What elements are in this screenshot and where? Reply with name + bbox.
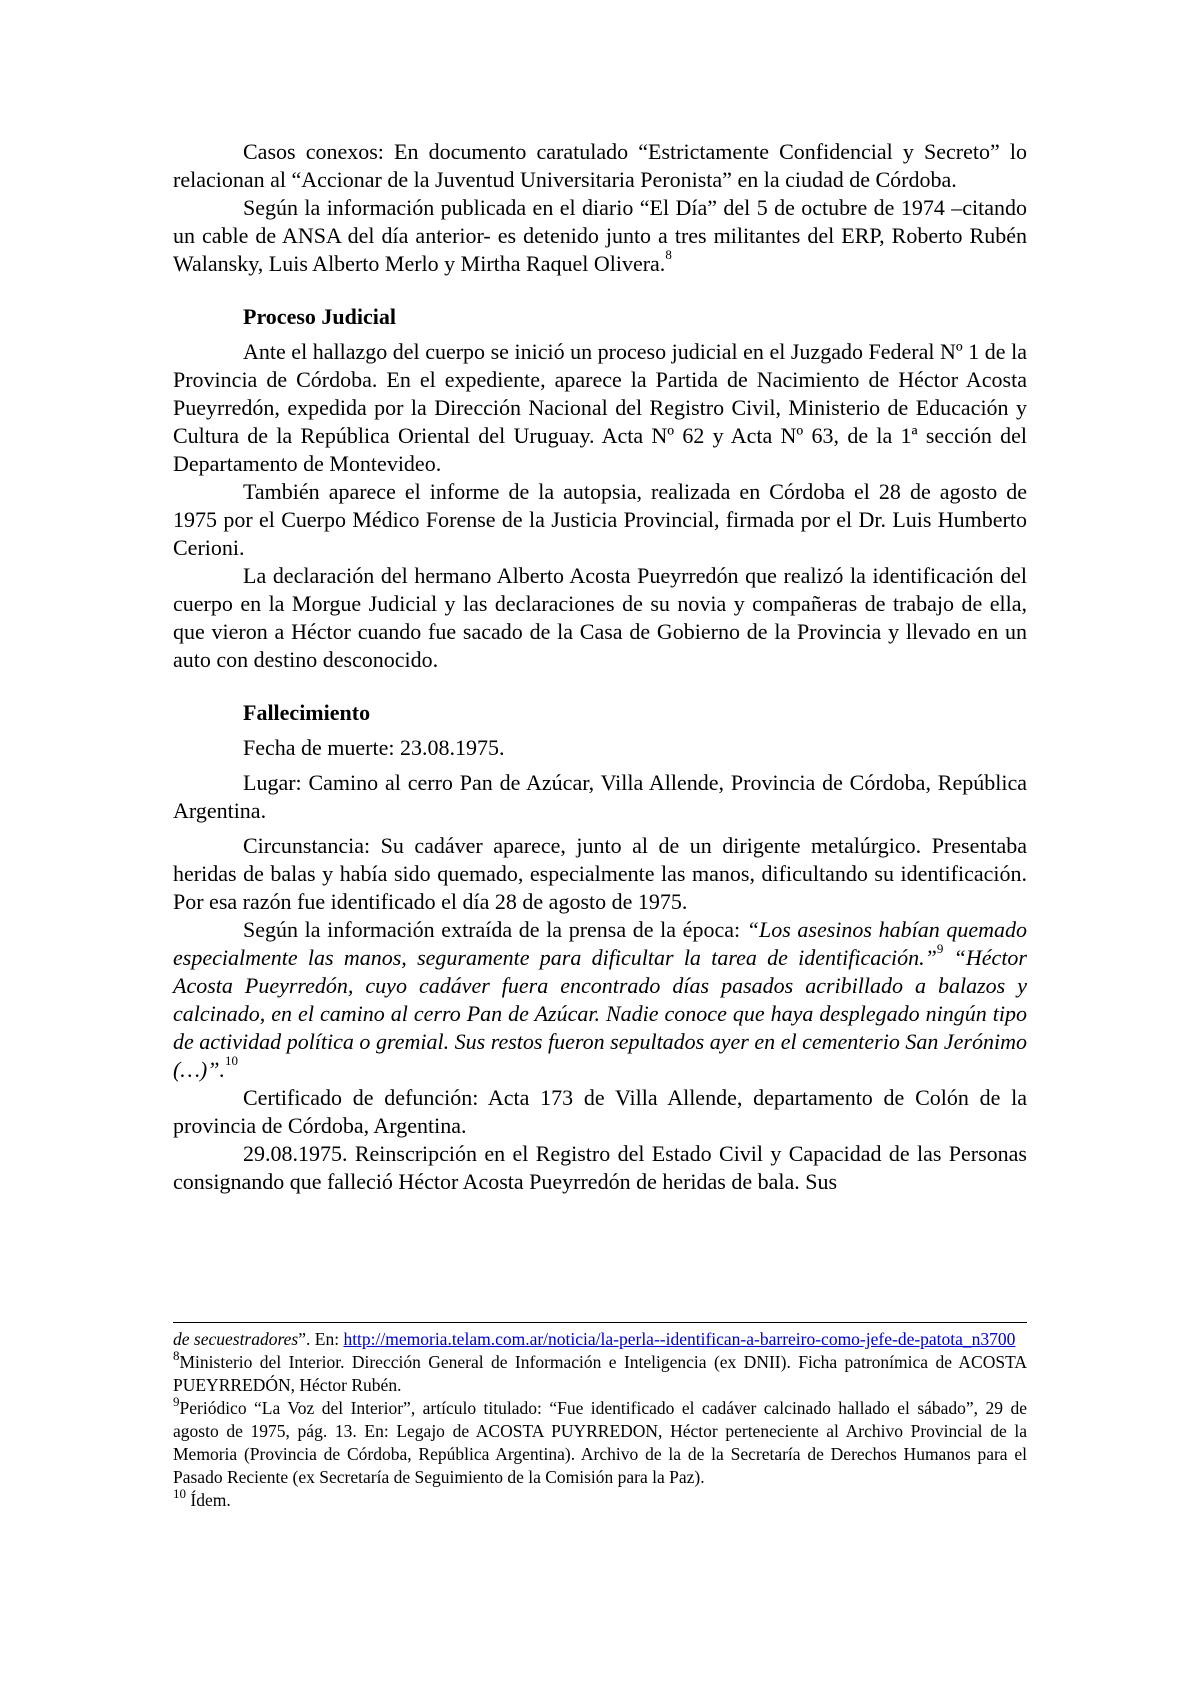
footnote-cont-text: ”. En: [298, 1329, 344, 1349]
heading-proceso-judicial: Proceso Judicial [243, 304, 396, 329]
footnote-10-number: 10 [173, 1486, 186, 1501]
footnote-8-text: Ministerio del Interior. Dirección General de Información e Inteligencia (ex DNII). Ficha patronímica de ACOSTA PUEYRREDÓN, Héctor Rubén. [173, 1352, 1027, 1395]
paragraph-circunstancia: Circunstancia: Su cadáver aparece, junto al de un dirigente metalúrgico. Presentaba heridas de balas y había sido quemado, especialmente las manos, dificultando su identificación. Por esa razón fue identificado el día 28 de agosto de 1975. [173, 833, 1027, 914]
footnote-ref-8[interactable]: 8 [665, 247, 672, 262]
prensa-quote-1: “Los asesinos habían quemado especialmente las manos, seguramente para dificultar la tarea de identificación.” [173, 917, 1027, 970]
footnotes [173, 1328, 1027, 1512]
footnote-9-number: 9 [173, 1394, 180, 1409]
footnote-separator [173, 1322, 1027, 1323]
paragraph-el-dia [173, 194, 1027, 278]
footnote-10-text: Ídem. [186, 1490, 231, 1510]
paragraph-el-dia-text: Según la información publicada en el diario “El Día” del 5 de octubre de 1974 –citando un cable de ANSA del día anterior- es detenido junto a tres militantes del ERP, Roberto Rubén Walansky, Luis Alberto Merlo y Mirtha Raquel Olivera. [173, 195, 1027, 276]
paragraph-proceso-2: También aparece el informe de la autopsia, realizada en Córdoba el 28 de agosto de 1975 por el Cuerpo Médico Forense de la Justicia Provincial, firmada por el Dr. Luis Humberto Cerioni. [173, 479, 1027, 560]
document-body [173, 138, 1027, 1196]
prensa-quote-2: “Héctor Acosta Pueyrredón, cuyo cadáver fuera encontrado días pasados acribillado a balazos y calcinado, en el camino al cerro Pan de Azúcar. Nadie conoce que haya desplegado ningún tipo de actividad política o gremial. Sus restos fueron sepultados ayer en el cementerio San Jerónimo (…)” [173, 945, 1027, 1082]
footnote-9 [173, 1394, 1027, 1489]
paragraph-casos-conexos: Casos conexos: En documento caratulado “Estrictamente Confidencial y Secreto” lo relacionan al “Accionar de la Juventud Universitaria Peronista” en la ciudad de Córdoba. [173, 139, 1027, 192]
paragraph-lugar: Lugar: Camino al cerro Pan de Azúcar, Villa Allende, Provincia de Córdoba, República Argentina. [173, 770, 1027, 823]
footnote-ref-10[interactable]: 10 [224, 1053, 238, 1068]
paragraph-proceso-3: La declaración del hermano Alberto Acosta Pueyrredón que realizó la identificación del cuerpo en la Morgue Judicial y las declaraciones de su novia y compañeras de trabajo de ella, que vieron a Héctor cuando fue sacado de la Casa de Gobierno de la Provincia y llevado en un auto con destino desconocido. [173, 563, 1027, 672]
footnote-10 [173, 1486, 1027, 1512]
paragraph-fecha-muerte: Fecha de muerte: 23.08.1975. [243, 735, 505, 760]
footnote-8 [173, 1348, 1027, 1397]
prensa-end: . [219, 1057, 225, 1082]
prensa-intro: Según la información extraída de la prensa de la época: [243, 917, 747, 942]
footnote-link[interactable]: http://memoria.telam.com.ar/noticia/la-perla--identifican-a-barreiro-como-jefe-de-patota_n3700 [343, 1329, 1016, 1349]
footnote-ref-9[interactable]: 9 [936, 941, 944, 956]
heading-fallecimiento: Fallecimiento [243, 700, 371, 725]
paragraph-certificado: Certificado de defunción: Acta 173 de Villa Allende, departamento de Colón de la provincia de Córdoba, Argentina. [173, 1085, 1027, 1138]
paragraph-proceso-1: Ante el hallazgo del cuerpo se inició un proceso judicial en el Juzgado Federal Nº 1 de la Provincia de Córdoba. En el expediente, aparece la Partida de Nacimiento de Héctor Acosta Pueyrredón, expedida por la Dirección Nacional del Registro Civil, Ministerio de Educación y Cultura de la República Oriental del Uruguay. Acta Nº 62 y Acta Nº 63, de la 1ª sección del Departamento de Montevideo. [173, 339, 1027, 476]
footnote-9-text: Periódico “La Voz del Interior”, artículo titulado: “Fue identificado el cadáver calcinado hallado el sábado”, 29 de agosto de 1975, pág. 13. En: Legajo de ACOSTA PUYRREDON, Héctor perteneciente al Archivo Provincial de la Memoria (Provincia de Córdoba, República Argentina). Archivo de la de la Secretaría de Derechos Humanos para el Pasado Reciente (ex Secretaría de Seguimiento de la Comisión para la Paz). [173, 1398, 1027, 1487]
footnote-8-number: 8 [173, 1348, 180, 1363]
footnote-cont-italic: de secuestradores [173, 1329, 299, 1349]
paragraph-prensa [173, 916, 1027, 1084]
footnote-continuation [173, 1328, 1027, 1351]
paragraph-reinscripcion: 29.08.1975. Reinscripción en el Registro del Estado Civil y Capacidad de las Personas consignando que falleció Héctor Acosta Pueyrredón de heridas de bala. Sus [173, 1141, 1027, 1194]
